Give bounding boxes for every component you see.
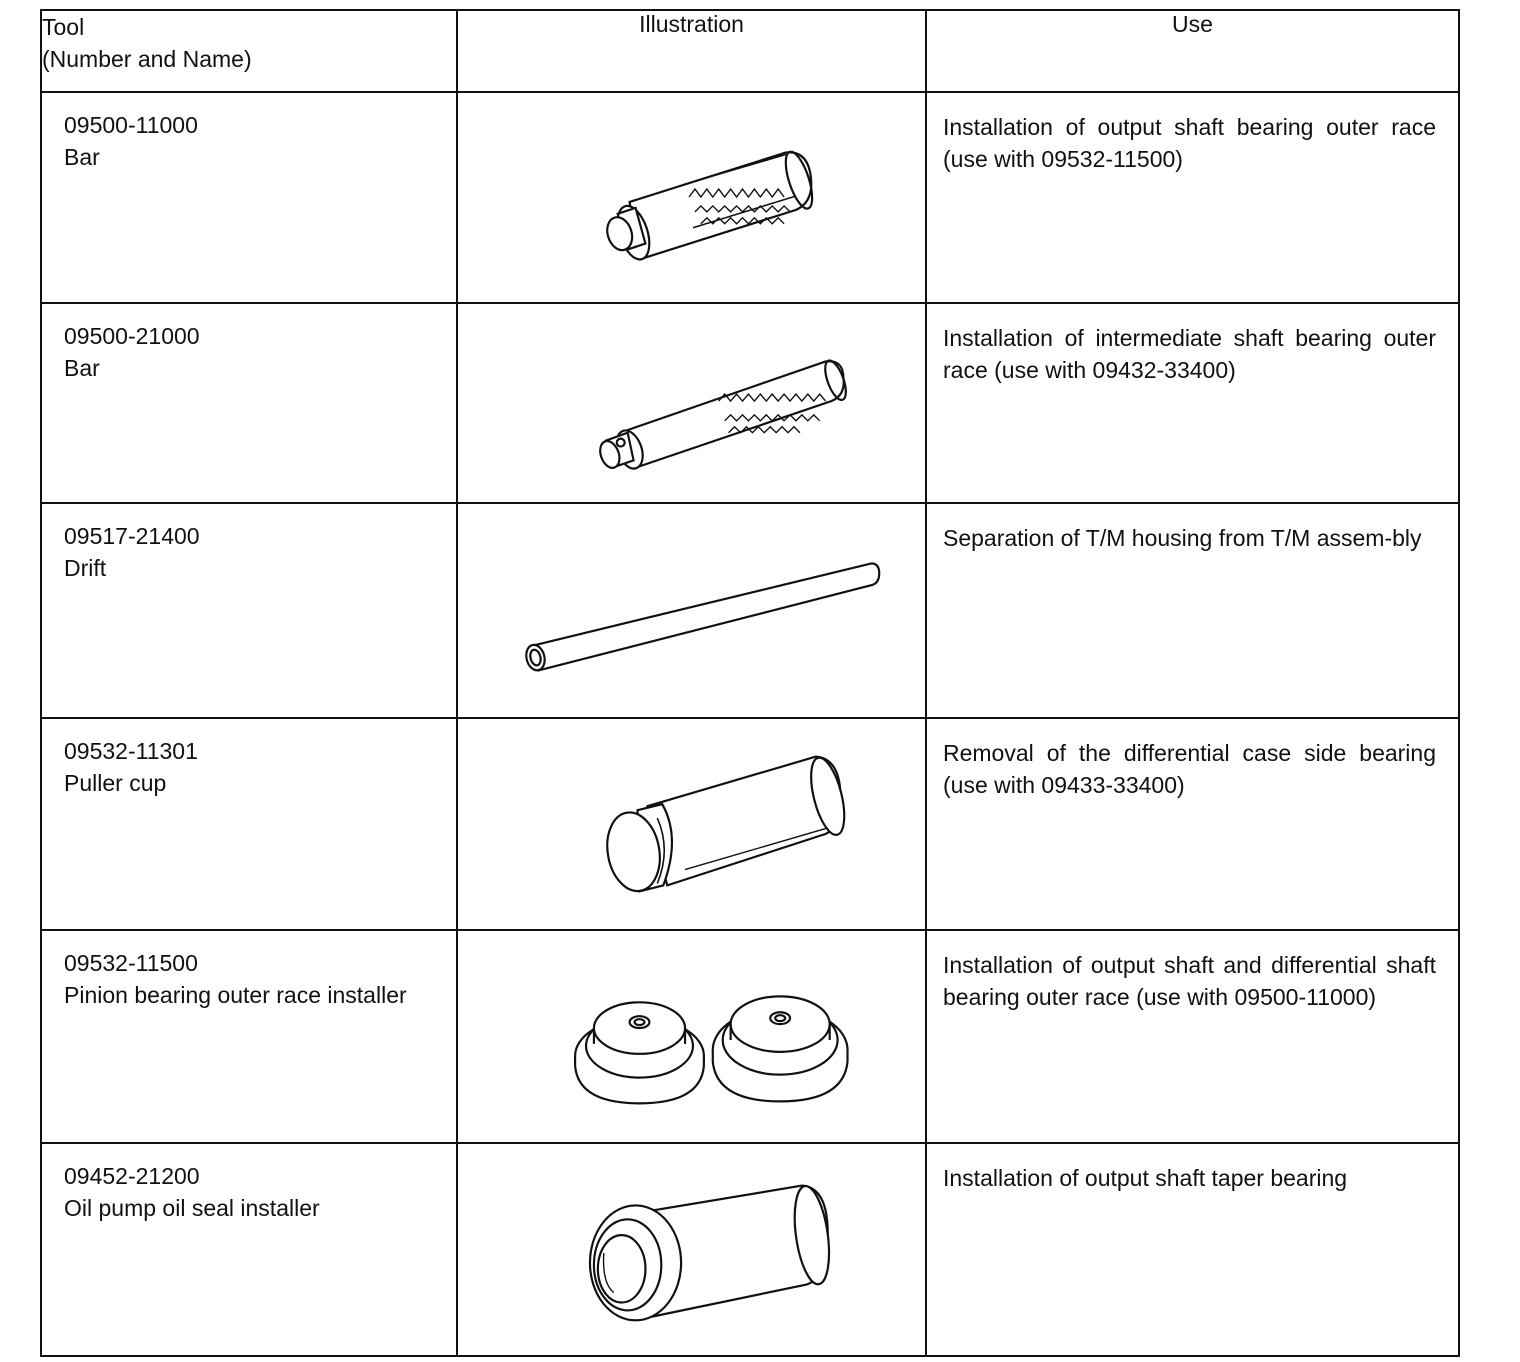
tool-cell (41, 1143, 457, 1356)
tool-cell (41, 303, 457, 503)
tool-cell (41, 930, 457, 1143)
tool-name: Bar (64, 144, 100, 170)
use-cell: Installation of output shaft bearing outer race (use with 09532-11500) (926, 92, 1459, 303)
tool-name: Oil pump oil seal installer (64, 1195, 320, 1221)
tool-number: 09532-11500 (64, 950, 198, 976)
tool-name: Drift (64, 555, 107, 581)
header-use: Use (926, 10, 1459, 92)
tool-cell (41, 92, 457, 303)
illustration-cell (457, 1143, 926, 1356)
header-tool-line1: Tool (42, 14, 85, 40)
use-cell: Removal of the differential case side bearing (use with 09433-33400) (926, 718, 1459, 930)
use-cell: Installation of intermediate shaft bearing outer race (use with 09432-33400) (926, 303, 1459, 503)
table-header-row (41, 10, 1459, 92)
header-illustration: Illustration (457, 10, 926, 92)
tool-number: 09500-21000 (64, 323, 200, 349)
use-cell: Installation of output shaft taper bearing (926, 1143, 1459, 1356)
race-installer-pair-icon (458, 931, 925, 1142)
table-row (41, 930, 1459, 1143)
table-row (41, 303, 1459, 503)
tool-name: Bar (64, 355, 100, 381)
threaded-bar-long-icon (458, 304, 925, 502)
tool-cell (41, 718, 457, 930)
tool-number: 09452-21200 (64, 1163, 200, 1189)
use-cell: Separation of T/M housing from T/M assem-bly (926, 503, 1459, 718)
illustration-cell (457, 930, 926, 1143)
tool-number: 09500-11000 (64, 112, 198, 138)
tool-cell (41, 503, 457, 718)
puller-cup-icon (458, 719, 925, 929)
illustration-cell (457, 303, 926, 503)
oil-seal-installer-icon (458, 1144, 925, 1355)
header-tool-line2: (Number and Name) (42, 46, 252, 72)
tool-number: 09532-11301 (64, 738, 198, 764)
illustration-cell (457, 92, 926, 303)
table-row (41, 718, 1459, 930)
header-tool (41, 10, 457, 92)
table-row (41, 503, 1459, 718)
tool-number: 09517-21400 (64, 523, 200, 549)
drift-rod-icon (458, 504, 925, 717)
table-row (41, 92, 1459, 303)
tool-name: Pinion bearing outer race installer (64, 982, 407, 1008)
threaded-bar-short-icon (458, 93, 925, 302)
illustration-cell (457, 718, 926, 930)
table-row (41, 1143, 1459, 1356)
illustration-cell (457, 503, 926, 718)
tool-name: Puller cup (64, 770, 167, 796)
special-tools-table (40, 9, 1460, 1357)
use-cell: Installation of output shaft and differential shaft bearing outer race (use with 09500-11000) (926, 930, 1459, 1143)
